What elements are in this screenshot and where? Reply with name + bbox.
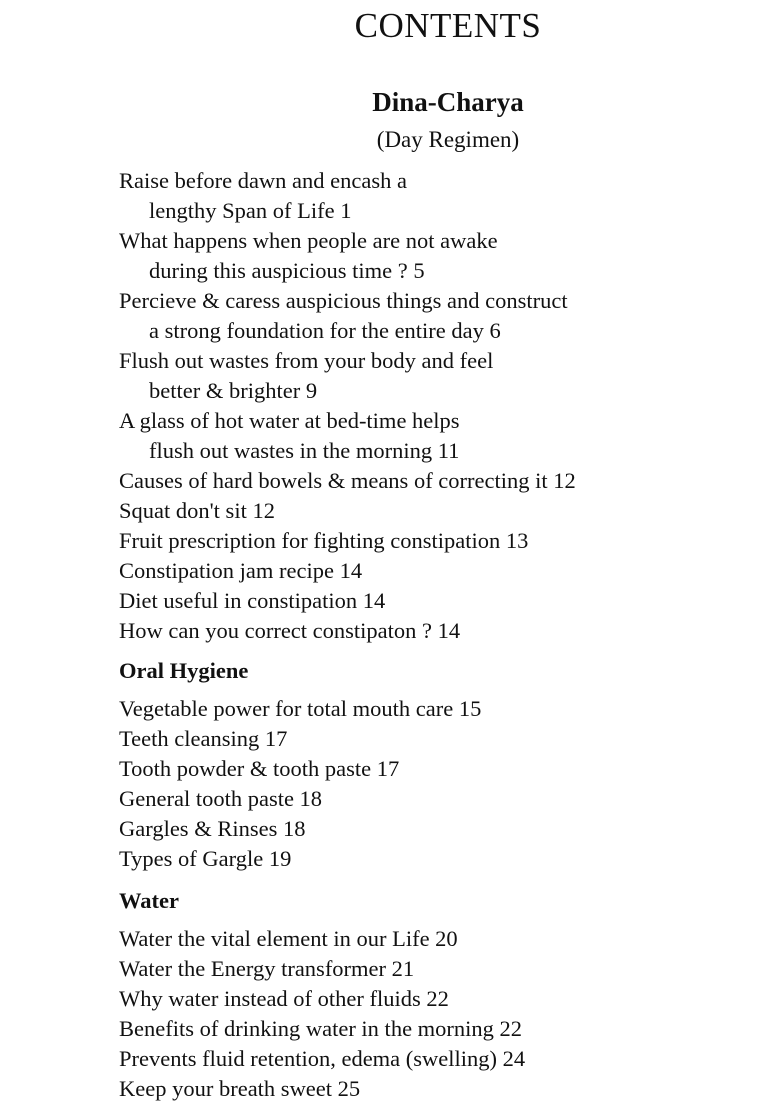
toc-entry: Why water instead of other fluids 22	[119, 986, 449, 1011]
toc-entry-continuation: lengthy Span of Life 1	[149, 198, 352, 223]
toc-entry: General tooth paste 18	[119, 786, 323, 811]
toc-entry: How can you correct constipaton ? 14	[119, 618, 461, 643]
toc-entry: Types of Gargle 19	[119, 846, 292, 871]
section-subheading-day-regimen: (Day Regimen)	[376, 127, 520, 152]
toc-entry: Raise before dawn and encash a	[119, 168, 407, 193]
page-title: CONTENTS	[354, 6, 542, 45]
toc-list-dina-charya	[119, 166, 759, 646]
section-heading-water: Water	[119, 888, 179, 913]
toc-entry: Percieve & caress auspicious things and construct	[119, 288, 568, 313]
toc-entry: Gargles & Rinses 18	[119, 816, 306, 841]
section-heading-oral-hygiene: Oral Hygiene	[119, 658, 249, 683]
toc-entry: Causes of hard bowels & means of correcting it 12	[119, 468, 576, 493]
toc-entry-continuation: a strong foundation for the entire day 6	[149, 318, 501, 343]
toc-entry: Flush out wastes from your body and feel	[119, 348, 494, 373]
toc-entry: What happens when people are not awake	[119, 228, 498, 253]
toc-entry-continuation: flush out wastes in the morning 11	[149, 438, 460, 463]
toc-entry: Tooth powder & tooth paste 17	[119, 756, 400, 781]
toc-entry: Constipation jam recipe 14	[119, 558, 363, 583]
toc-list-water	[119, 924, 759, 1104]
toc-entry-continuation: better & brighter 9	[149, 378, 318, 403]
section-heading-dina-charya: Dina-Charya	[372, 87, 524, 117]
toc-entry: Squat don't sit 12	[119, 498, 275, 523]
toc-entry-continuation: during this auspicious time ? 5	[149, 258, 425, 283]
toc-entry: Fruit prescription for fighting constipation 13	[119, 528, 529, 553]
toc-entry: Diet useful in constipation 14	[119, 588, 386, 613]
toc-entry: Water the Energy transformer 21	[119, 956, 415, 981]
toc-entry: Water the vital element in our Life 20	[119, 926, 458, 951]
toc-entry: Prevents fluid retention, edema (swelling) 24	[119, 1046, 526, 1071]
toc-entry: Benefits of drinking water in the morning 22	[119, 1016, 523, 1041]
toc-entry: A glass of hot water at bed-time helps	[119, 408, 460, 433]
toc-entry: Keep your breath sweet 25	[119, 1076, 361, 1101]
toc-list-oral-hygiene	[119, 694, 759, 874]
toc-entry: Teeth cleansing 17	[119, 726, 288, 751]
toc-entry: Vegetable power for total mouth care 15	[119, 696, 482, 721]
